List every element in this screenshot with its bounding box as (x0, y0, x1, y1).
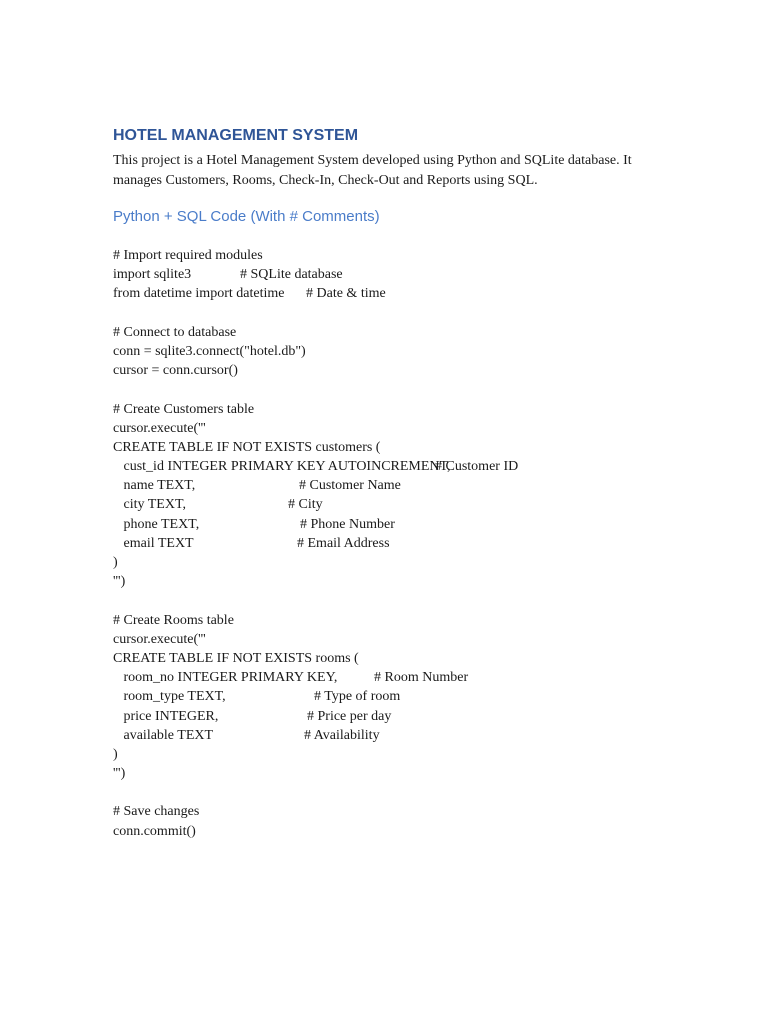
code-line (113, 764, 673, 783)
code-text: cursor.execute(''' (113, 631, 206, 647)
code-line (113, 304, 673, 323)
code-text: room_no INTEGER PRIMARY KEY, (113, 670, 338, 686)
code-text: ''') (113, 766, 126, 782)
code-text: import sqlite3 (113, 267, 192, 283)
code-text: name TEXT, (113, 478, 196, 494)
intro-line-2: manages Customers, Rooms, Check-In, Check-Out and Reports using SQL. (113, 173, 538, 188)
code-line (113, 687, 673, 706)
code-line (113, 476, 673, 495)
code-line (113, 572, 673, 591)
code-line (113, 707, 673, 726)
code-line (113, 284, 673, 303)
code-line (113, 419, 673, 438)
code-comment: # Price per day (307, 708, 392, 724)
code-comment: # Type of room (314, 689, 401, 705)
code-line (113, 438, 673, 457)
code-text: ''') (113, 574, 126, 590)
code-line (113, 611, 673, 630)
code-line (113, 457, 673, 476)
code-text: # Connect to database (113, 324, 237, 340)
code-line (113, 745, 673, 764)
code-line (113, 380, 673, 399)
code-text: cust_id INTEGER PRIMARY KEY AUTOINCREMENT, (113, 459, 451, 475)
code-comment: # Email Address (297, 535, 390, 551)
code-line (113, 649, 673, 668)
code-comment: # Date & time (306, 286, 386, 302)
intro-line-1: This project is a Hotel Management System developed using Python and SQLite database. It (113, 153, 632, 168)
code-text: # Save changes (113, 804, 200, 820)
code-comment: # Customer Name (299, 478, 401, 494)
code-line (113, 630, 673, 649)
code-line (113, 323, 673, 342)
document-title: HOTEL MANAGEMENT SYSTEM (113, 127, 359, 144)
code-text: ) (113, 746, 118, 762)
section-subtitle: Python + SQL Code (With # Comments) (113, 208, 380, 225)
document-page (113, 124, 673, 841)
code-text: from datetime import datetime (113, 286, 285, 302)
code-text: available TEXT (113, 727, 214, 743)
code-comment: # SQLite database (240, 267, 343, 283)
code-text: city TEXT, (113, 497, 186, 513)
code-line (113, 726, 673, 745)
code-comment: # City (288, 497, 323, 513)
code-line (113, 342, 673, 361)
code-line (113, 668, 673, 687)
code-line (113, 802, 673, 821)
code-line (113, 591, 673, 610)
code-line (113, 515, 673, 534)
code-text: CREATE TABLE IF NOT EXISTS rooms ( (113, 650, 359, 666)
code-text: conn.commit() (113, 823, 196, 839)
code-line (113, 783, 673, 802)
code-text: room_type TEXT, (113, 689, 226, 705)
intro-paragraph (113, 151, 673, 191)
code-comment: # Phone Number (300, 516, 395, 532)
code-comment: # Room Number (374, 670, 469, 686)
code-text: # Create Rooms table (113, 612, 234, 628)
code-line (113, 361, 673, 380)
code-text: # Import required modules (113, 248, 263, 263)
code-line (113, 400, 673, 419)
code-line (113, 495, 673, 514)
code-text: # Create Customers table (113, 401, 255, 417)
code-text: conn = sqlite3.connect("hotel.db") (113, 343, 306, 359)
code-text: ) (113, 555, 118, 570)
code-listing (113, 246, 673, 841)
code-line (113, 265, 673, 284)
code-text: price INTEGER, (113, 708, 219, 724)
code-comment: # Customer ID (435, 459, 519, 475)
code-line (113, 553, 673, 572)
code-text: phone TEXT, (113, 516, 200, 532)
code-line (113, 246, 673, 265)
code-comment: # Availability (304, 727, 380, 743)
code-text: email TEXT (113, 535, 194, 551)
code-text: cursor.execute(''' (113, 420, 206, 436)
code-line (113, 822, 673, 841)
code-line (113, 534, 673, 553)
code-text: cursor = conn.cursor() (113, 363, 238, 379)
code-text: CREATE TABLE IF NOT EXISTS customers ( (113, 439, 381, 455)
